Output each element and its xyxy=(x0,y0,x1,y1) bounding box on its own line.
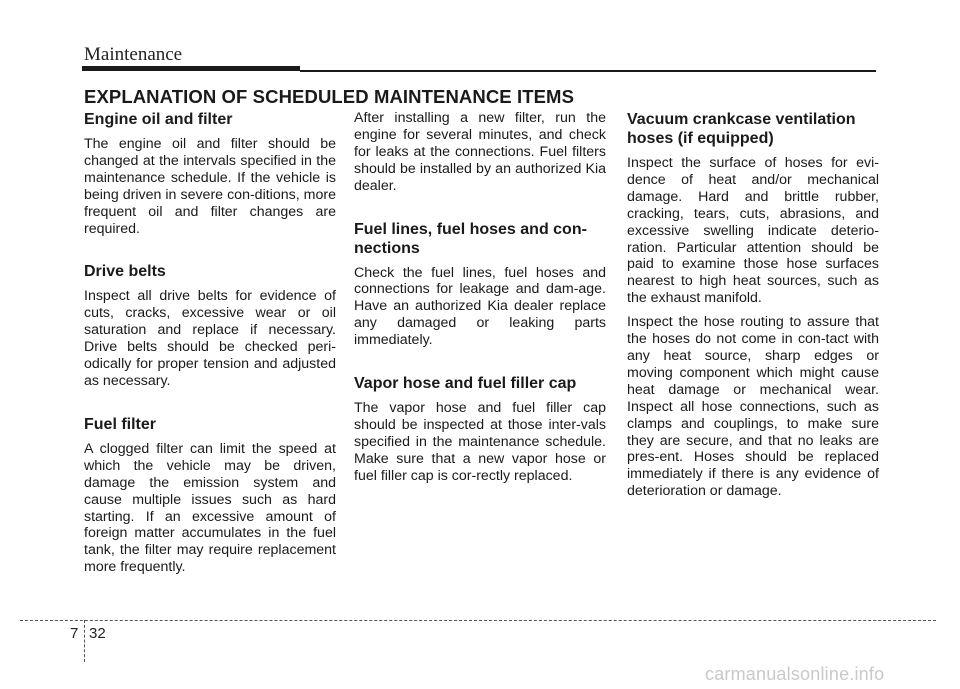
paragraph-fuel-filter-continued: After installing a new filter, run the engine for several minutes, and check for leaks at the connections. Fuel filters should be installed by an authorized Kia dealer. xyxy=(354,110,606,194)
section-label: Maintenance xyxy=(84,44,183,65)
column-1 xyxy=(84,110,336,576)
heading-vapor-hose: Vapor hose and fuel filler cap xyxy=(354,375,577,393)
heading-fuel-filter: Fuel filter xyxy=(84,415,157,433)
heading-engine-oil: Engine oil and filter xyxy=(84,111,233,128)
chapter-number: 7 xyxy=(70,625,79,642)
page-title: EXPLANATION OF SCHEDULED MAINTENANCE ITEMS xyxy=(84,86,575,107)
paragraph-fuel-lines: Check the fuel lines, fuel hoses and connections for leakage and dam-age. Have an authorized Kia dealer replace any damaged or leaking parts immediately. xyxy=(354,264,606,349)
column-2 xyxy=(354,110,606,485)
paragraph-vacuum-crankcase-2: Inspect the hose routing to assure that the hoses do not come in con-tact with any heat source, sharp edges or moving component which might cause heat damage or mechanical wear. Inspect all hose connections, such as clamps and couplings, to make sure they are secure, and that no leaks are pres-ent. Hoses should be replaced immediately if there is any evidence of deterioration or damage. xyxy=(627,314,879,500)
footer-page-divider xyxy=(84,620,85,662)
column-3 xyxy=(627,110,879,500)
heading-fuel-lines: Fuel lines, fuel hoses and con-nections xyxy=(354,220,587,257)
paragraph-fuel-filter: A clogged filter can limit the speed at which the vehicle may be driven, damage the emission system and cause multiple issues such as hard starting. If an excessive amount of foreign matter accumulates in the fuel tank, the filter may require replacement more frequently. xyxy=(84,440,336,576)
header-rule-thick xyxy=(82,66,300,71)
heading-vacuum-crankcase: Vacuum crankcase ventilation hoses (if equipped) xyxy=(627,111,856,147)
header-rule-thin xyxy=(300,70,876,72)
page-number: 32 xyxy=(89,625,106,642)
heading-drive-belts: Drive belts xyxy=(84,263,166,281)
paragraph-drive-belts: Inspect all drive belts for evidence of cuts, cracks, excessive wear or oil saturation and replace if necessary. Drive belts should be checked peri-odically for proper tension and adjusted as necessary. xyxy=(84,288,336,389)
paragraph-engine-oil: The engine oil and filter should be changed at the intervals specified in the maintenance schedule. If the vehicle is being driven in severe con-ditions, more frequent oil and filter changes are required. xyxy=(84,136,336,237)
watermark: carmanualsonline.info xyxy=(705,664,885,684)
footer-divider xyxy=(20,620,936,621)
paragraph-vapor-hose: The vapor hose and fuel filler cap should be inspected at those inter-vals specified in the maintenance schedule. Make sure that a new vapor hose or fuel filler cap is cor-rectly replaced. xyxy=(354,400,606,484)
paragraph-vacuum-crankcase-1: Inspect the surface of hoses for evi-dence of heat and/or mechanical damage. Hard and brittle rubber, cracking, tears, cuts, abrasions, and excessive swelling indicate deterio-ration. Particular attention should be paid to examine those hose surfaces nearest to high heat sources, such as the exhaust manifold. xyxy=(627,155,879,307)
